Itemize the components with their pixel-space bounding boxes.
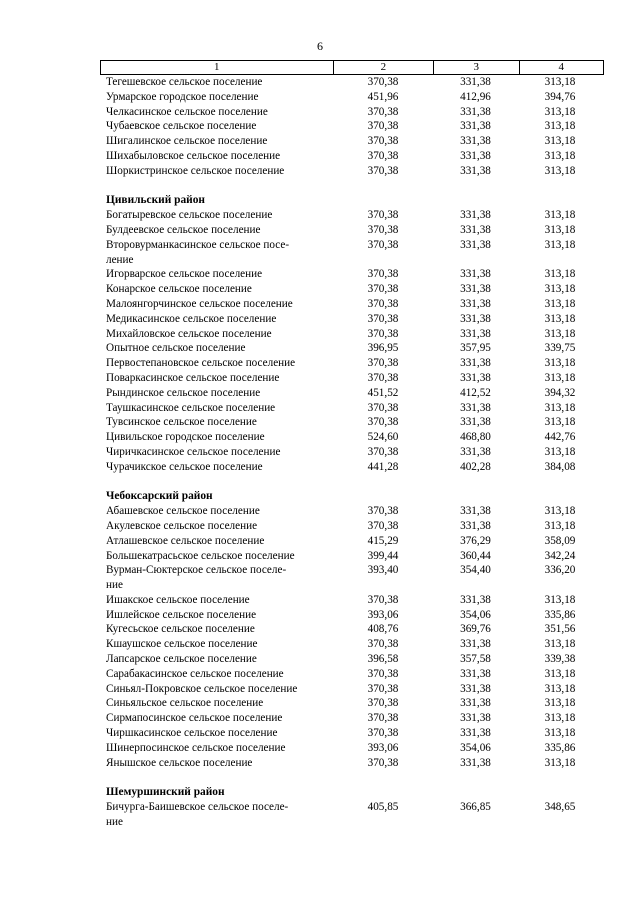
value-col-4: 336,20 bbox=[544, 564, 576, 577]
value-col-3: 354,06 bbox=[460, 741, 491, 754]
settlement-name-text: Игорварское сельское поселение bbox=[106, 268, 263, 281]
value-col-4: 313,18 bbox=[544, 682, 576, 695]
value-col-3: 331,38 bbox=[460, 445, 491, 458]
value-col-2: 370,38 bbox=[367, 638, 399, 651]
section-spacer bbox=[100, 770, 604, 785]
header-col-1: 1 bbox=[214, 61, 220, 73]
value-col-3: 357,58 bbox=[460, 653, 491, 666]
settlement-name bbox=[100, 149, 333, 164]
settlement-name bbox=[100, 711, 333, 726]
value-col-4: 313,18 bbox=[544, 697, 576, 710]
value-col-4: 313,18 bbox=[544, 593, 576, 606]
table-row bbox=[100, 267, 604, 282]
value-col-3: 331,38 bbox=[460, 593, 491, 606]
table-row bbox=[100, 149, 604, 164]
value-col-3: 331,38 bbox=[460, 505, 491, 518]
settlement-name-text: Абашевское сельское поселение bbox=[106, 505, 260, 518]
value-col-3: 331,38 bbox=[460, 756, 491, 769]
value-col-4: 339,75 bbox=[544, 342, 576, 355]
value-col-2: 370,38 bbox=[367, 105, 399, 118]
table-row bbox=[100, 667, 604, 682]
settlement-name bbox=[100, 608, 333, 623]
value-col-2: 370,38 bbox=[367, 149, 399, 162]
value-col-3: 331,38 bbox=[460, 712, 491, 725]
value-col-2: 451,96 bbox=[367, 90, 399, 103]
value-col-2: 393,06 bbox=[367, 608, 399, 621]
settlement-name-text: Таушкасинское сельское поселение bbox=[106, 401, 276, 414]
settlement-name bbox=[100, 356, 333, 371]
value-col-2: 370,38 bbox=[367, 593, 399, 606]
settlement-name-text: Кугесьское сельское поселение bbox=[106, 623, 255, 636]
settlement-name bbox=[100, 696, 333, 711]
value-col-4: 313,18 bbox=[544, 371, 576, 384]
settlement-name bbox=[100, 800, 333, 830]
value-col-3: 354,06 bbox=[460, 608, 491, 621]
settlement-name bbox=[100, 682, 333, 697]
table-row bbox=[100, 608, 604, 623]
settlement-name bbox=[100, 401, 333, 416]
value-col-2: 370,38 bbox=[367, 283, 399, 296]
value-col-4: 313,18 bbox=[544, 209, 576, 222]
value-col-3: 331,38 bbox=[460, 667, 491, 680]
settlement-name-text: Богатыревское сельское поселение bbox=[106, 209, 273, 222]
settlement-name-text: Челкасинское сельское поселение bbox=[106, 105, 268, 118]
settlement-name bbox=[100, 282, 333, 297]
table-row bbox=[100, 341, 604, 356]
table-row bbox=[100, 637, 604, 652]
value-col-2: 370,38 bbox=[367, 445, 399, 458]
value-col-3: 331,38 bbox=[460, 209, 491, 222]
table-row bbox=[100, 430, 604, 445]
table-row bbox=[100, 726, 604, 741]
table-row bbox=[100, 593, 604, 608]
settlement-name-text: Чурачикское сельское поселение bbox=[106, 460, 263, 473]
settlement-name bbox=[100, 519, 333, 534]
settlement-name bbox=[100, 593, 333, 608]
value-col-2: 370,38 bbox=[367, 505, 399, 518]
settlement-name-text: Кшаушское сельское поселение bbox=[106, 638, 258, 651]
table-row bbox=[100, 504, 604, 519]
table-row bbox=[100, 223, 604, 238]
settlement-name-text: Первостепановское сельское поселение bbox=[106, 357, 296, 370]
value-col-2: 408,76 bbox=[367, 623, 399, 636]
table-row bbox=[100, 312, 604, 327]
table-row bbox=[100, 741, 604, 756]
header-col-4: 4 bbox=[519, 61, 604, 74]
table-row bbox=[100, 800, 604, 830]
table-row bbox=[100, 401, 604, 416]
value-col-4: 313,18 bbox=[544, 164, 576, 177]
settlement-name bbox=[100, 460, 333, 475]
value-col-3: 468,80 bbox=[460, 431, 491, 444]
settlement-name bbox=[100, 415, 333, 430]
value-col-4: 313,18 bbox=[544, 283, 576, 296]
value-col-3: 331,38 bbox=[460, 401, 491, 414]
value-col-3: 331,38 bbox=[460, 638, 491, 651]
value-col-3: 331,38 bbox=[460, 682, 491, 695]
settlement-name bbox=[100, 741, 333, 756]
value-col-4: 313,18 bbox=[544, 297, 576, 310]
value-col-2: 396,95 bbox=[367, 342, 399, 355]
value-col-2: 370,38 bbox=[367, 238, 399, 251]
value-col-3: 412,96 bbox=[460, 90, 491, 103]
value-col-4: 335,86 bbox=[544, 608, 576, 621]
value-col-2: 370,38 bbox=[367, 756, 399, 769]
table-row bbox=[100, 460, 604, 475]
value-col-4: 348,65 bbox=[544, 801, 576, 814]
settlement-name-text: Янышское сельское поселение bbox=[106, 756, 253, 769]
value-col-3: 331,38 bbox=[460, 149, 491, 162]
value-col-4: 313,18 bbox=[544, 120, 576, 133]
district-heading: Шемуршинский район bbox=[106, 786, 225, 799]
settlement-name-text: Поваркасинское сельское поселение bbox=[106, 371, 280, 384]
settlement-name-text: Урмарское городское поселение bbox=[106, 90, 259, 103]
table-row bbox=[100, 208, 604, 223]
settlement-name bbox=[100, 90, 333, 105]
settlement-name bbox=[100, 637, 333, 652]
value-col-2: 451,52 bbox=[367, 386, 399, 399]
settlement-name bbox=[100, 371, 333, 386]
value-col-4: 313,18 bbox=[544, 312, 576, 325]
table-row bbox=[100, 386, 604, 401]
settlement-name-text: Булдеевское сельское поселение bbox=[106, 223, 261, 236]
settlement-name bbox=[100, 386, 333, 401]
settlement-name-text: Шоркистринское сельское поселение bbox=[106, 164, 285, 177]
table-row bbox=[100, 652, 604, 667]
value-col-3: 331,38 bbox=[460, 327, 491, 340]
table-row bbox=[100, 282, 604, 297]
settlement-name-text: Ишакское сельское поселение bbox=[106, 593, 250, 606]
table-row bbox=[100, 164, 604, 179]
value-col-2: 370,38 bbox=[367, 697, 399, 710]
value-col-4: 335,86 bbox=[544, 741, 576, 754]
value-col-3: 357,95 bbox=[460, 342, 491, 355]
settlement-name-text: Тувсинское сельское поселение bbox=[106, 416, 257, 429]
value-col-3: 331,38 bbox=[460, 135, 491, 148]
settlement-name bbox=[100, 667, 333, 682]
table-row bbox=[100, 134, 604, 149]
header-col-2: 2 bbox=[333, 61, 433, 74]
settlement-name bbox=[100, 549, 333, 564]
value-col-4: 313,18 bbox=[544, 268, 576, 281]
value-col-4: 394,76 bbox=[544, 90, 576, 103]
tariff-table bbox=[100, 60, 604, 830]
value-col-4: 313,18 bbox=[544, 238, 576, 251]
value-col-3: 331,38 bbox=[460, 312, 491, 325]
settlement-name bbox=[100, 563, 333, 593]
settlement-name bbox=[100, 119, 333, 134]
value-col-4: 313,18 bbox=[544, 149, 576, 162]
table-row bbox=[100, 105, 604, 120]
table-row bbox=[100, 711, 604, 726]
value-col-2: 370,38 bbox=[367, 712, 399, 725]
value-col-4: 313,18 bbox=[544, 223, 576, 236]
value-col-2: 393,06 bbox=[367, 741, 399, 754]
settlement-name bbox=[100, 341, 333, 356]
settlement-name-text: Ишлейское сельское поселение bbox=[106, 608, 257, 621]
value-col-4: 313,18 bbox=[544, 667, 576, 680]
value-col-4: 313,18 bbox=[544, 105, 576, 118]
settlement-name bbox=[100, 430, 333, 445]
value-col-3: 331,38 bbox=[460, 519, 491, 532]
value-col-3: 331,38 bbox=[460, 223, 491, 236]
settlement-name bbox=[100, 134, 333, 149]
settlement-name bbox=[100, 208, 333, 223]
settlement-name-text: Медикасинское сельское поселение bbox=[106, 312, 277, 325]
table-row bbox=[100, 622, 604, 637]
value-col-4: 313,18 bbox=[544, 401, 576, 414]
value-col-4: 313,18 bbox=[544, 135, 576, 148]
settlement-name bbox=[100, 75, 333, 90]
settlement-name-text: Малоянгорчинское сельское поселение bbox=[106, 297, 293, 310]
value-col-2: 370,38 bbox=[367, 209, 399, 222]
value-col-4: 394,32 bbox=[544, 386, 576, 399]
value-col-2: 441,28 bbox=[367, 460, 399, 473]
table-row bbox=[100, 90, 604, 105]
value-col-2: 370,38 bbox=[367, 164, 399, 177]
value-col-3: 331,38 bbox=[460, 371, 491, 384]
value-col-4: 313,18 bbox=[544, 519, 576, 532]
value-col-3: 331,38 bbox=[460, 238, 491, 251]
value-col-3: 412,52 bbox=[460, 386, 491, 399]
value-col-3: 331,38 bbox=[460, 283, 491, 296]
value-col-3: 331,38 bbox=[460, 697, 491, 710]
settlement-name-text: Тегешевское сельское поселение bbox=[106, 76, 263, 88]
value-col-3: 376,29 bbox=[460, 534, 491, 547]
settlement-name bbox=[100, 726, 333, 741]
settlement-name bbox=[100, 652, 333, 667]
settlement-name bbox=[100, 297, 333, 312]
settlement-name bbox=[100, 504, 333, 519]
settlement-name-text: Сарабакасинское сельское поселение bbox=[106, 667, 284, 680]
settlement-name-text: Рындинское сельское поселение bbox=[106, 386, 261, 399]
settlement-name bbox=[100, 105, 333, 120]
settlement-name-text: Михайловское сельское поселение bbox=[106, 327, 272, 340]
value-col-3: 331,38 bbox=[460, 105, 491, 118]
settlement-name-text: Чубаевское сельское поселение bbox=[106, 120, 257, 133]
value-col-2: 396,58 bbox=[367, 653, 399, 666]
value-col-2: 415,29 bbox=[367, 534, 399, 547]
settlement-name-text: Опытное сельское поселение bbox=[106, 342, 246, 355]
value-col-2: 370,38 bbox=[367, 120, 399, 133]
header-col-3: 3 bbox=[433, 61, 518, 74]
settlement-name-text: Чиричкасинское сельское поселение bbox=[106, 445, 281, 458]
value-col-3: 369,76 bbox=[460, 623, 491, 636]
value-col-3: 331,38 bbox=[460, 268, 491, 281]
value-col-2: 370,38 bbox=[367, 667, 399, 680]
district-heading: Цивильский район bbox=[106, 194, 205, 207]
settlement-name-continuation: ние bbox=[106, 579, 123, 592]
table-row bbox=[100, 519, 604, 534]
value-col-4: 442,76 bbox=[544, 431, 576, 444]
value-col-2: 399,44 bbox=[367, 549, 399, 562]
value-col-2: 370,38 bbox=[367, 297, 399, 310]
table-row bbox=[100, 534, 604, 549]
settlement-name-text: Шигалинское сельское поселение bbox=[106, 135, 268, 148]
value-col-4: 313,18 bbox=[544, 756, 576, 769]
settlement-name-text: Сирмапосинское сельское поселение bbox=[106, 712, 283, 725]
section-spacer bbox=[100, 475, 604, 490]
value-col-2: 370,38 bbox=[367, 727, 399, 740]
value-col-2: 405,85 bbox=[367, 801, 399, 814]
settlement-name bbox=[100, 327, 333, 342]
settlement-name bbox=[100, 164, 333, 179]
value-col-3: 331,38 bbox=[460, 120, 491, 133]
settlement-name-text: Большекатрасьское сельское поселение bbox=[106, 549, 295, 562]
value-col-2: 370,38 bbox=[367, 223, 399, 236]
settlement-name-text: Шинерпосинское сельское поселение bbox=[106, 741, 286, 754]
value-col-4: 339,38 bbox=[544, 653, 576, 666]
value-col-2: 370,38 bbox=[367, 268, 399, 281]
settlement-name-text: Синьял-Покровское сельское поселение bbox=[106, 682, 298, 695]
settlement-name bbox=[100, 756, 333, 771]
value-col-2: 370,38 bbox=[367, 76, 399, 88]
table-row bbox=[100, 445, 604, 460]
value-col-2: 370,38 bbox=[367, 135, 399, 148]
settlement-name-continuation: ние bbox=[106, 815, 123, 828]
settlement-name bbox=[100, 238, 333, 268]
value-col-2: 370,38 bbox=[367, 327, 399, 340]
value-col-4: 313,18 bbox=[544, 727, 576, 740]
value-col-2: 370,38 bbox=[367, 401, 399, 414]
settlement-name-text: Вурман-Сюктерское сельское поселе- bbox=[106, 564, 287, 577]
value-col-3: 331,38 bbox=[460, 357, 491, 370]
table-row bbox=[100, 238, 604, 268]
settlement-name-text: Второвурманкасинское сельское посе- bbox=[106, 238, 290, 251]
value-col-4: 313,18 bbox=[544, 445, 576, 458]
settlement-name-text: Бичурга-Баишевское сельское поселе- bbox=[106, 801, 289, 814]
table-row bbox=[100, 75, 604, 90]
value-col-3: 331,38 bbox=[460, 164, 491, 177]
settlement-name-text: Акулевское сельское поселение bbox=[106, 519, 258, 532]
table-row bbox=[100, 327, 604, 342]
table-row bbox=[100, 563, 604, 593]
table-body bbox=[100, 75, 604, 830]
settlement-name bbox=[100, 223, 333, 238]
table-row bbox=[100, 371, 604, 386]
settlement-name bbox=[100, 267, 333, 282]
value-col-3: 354,40 bbox=[460, 564, 491, 577]
value-col-4: 384,08 bbox=[544, 460, 576, 473]
value-col-4: 351,56 bbox=[544, 623, 576, 636]
value-col-2: 370,38 bbox=[367, 312, 399, 325]
settlement-name bbox=[100, 312, 333, 327]
value-col-2: 393,40 bbox=[367, 564, 399, 577]
settlement-name-text: Конарское сельское поселение bbox=[106, 283, 252, 296]
value-col-4: 313,18 bbox=[544, 712, 576, 725]
table-row bbox=[100, 549, 604, 564]
district-heading: Чебоксарский район bbox=[106, 490, 213, 503]
value-col-4: 358,09 bbox=[544, 534, 576, 547]
settlement-name-text: Атлашевское сельское поселение bbox=[106, 534, 265, 547]
value-col-2: 370,38 bbox=[367, 416, 399, 429]
value-col-3: 331,38 bbox=[460, 727, 491, 740]
value-col-4: 342,24 bbox=[544, 549, 576, 562]
settlement-name-text: Цивильское городское поселение bbox=[106, 431, 265, 444]
value-col-4: 313,18 bbox=[544, 76, 576, 88]
table-row bbox=[100, 415, 604, 430]
value-col-3: 331,38 bbox=[460, 416, 491, 429]
table-header bbox=[100, 60, 604, 75]
value-col-2: 370,38 bbox=[367, 357, 399, 370]
settlement-name bbox=[100, 445, 333, 460]
table-row bbox=[100, 696, 604, 711]
settlement-name-text: Шихабыловское сельское поселение bbox=[106, 149, 281, 162]
value-col-2: 370,38 bbox=[367, 682, 399, 695]
settlement-name-text: Чиршкасинское сельское поселение bbox=[106, 727, 278, 740]
settlement-name bbox=[100, 534, 333, 549]
table-row bbox=[100, 119, 604, 134]
value-col-3: 366,85 bbox=[460, 801, 491, 814]
value-col-3: 331,38 bbox=[460, 297, 491, 310]
value-col-3: 360,44 bbox=[460, 549, 491, 562]
settlement-name-continuation: ление bbox=[106, 253, 134, 266]
table-row bbox=[100, 682, 604, 697]
value-col-2: 524,60 bbox=[367, 431, 399, 444]
value-col-3: 402,28 bbox=[460, 460, 491, 473]
value-col-2: 370,38 bbox=[367, 371, 399, 384]
value-col-4: 313,18 bbox=[544, 505, 576, 518]
page-number: 6 bbox=[317, 39, 323, 53]
table-row bbox=[100, 356, 604, 371]
value-col-4: 313,18 bbox=[544, 416, 576, 429]
table-row bbox=[100, 756, 604, 771]
value-col-4: 313,18 bbox=[544, 327, 576, 340]
section-spacer bbox=[100, 179, 604, 194]
value-col-2: 370,38 bbox=[367, 519, 399, 532]
value-col-4: 313,18 bbox=[544, 357, 576, 370]
settlement-name-text: Синьяльское сельское поселение bbox=[106, 697, 264, 710]
settlement-name bbox=[100, 622, 333, 637]
table-row bbox=[100, 297, 604, 312]
value-col-4: 313,18 bbox=[544, 638, 576, 651]
value-col-3: 331,38 bbox=[460, 76, 491, 88]
settlement-name-text: Лапсарское сельское поселение bbox=[106, 653, 257, 666]
